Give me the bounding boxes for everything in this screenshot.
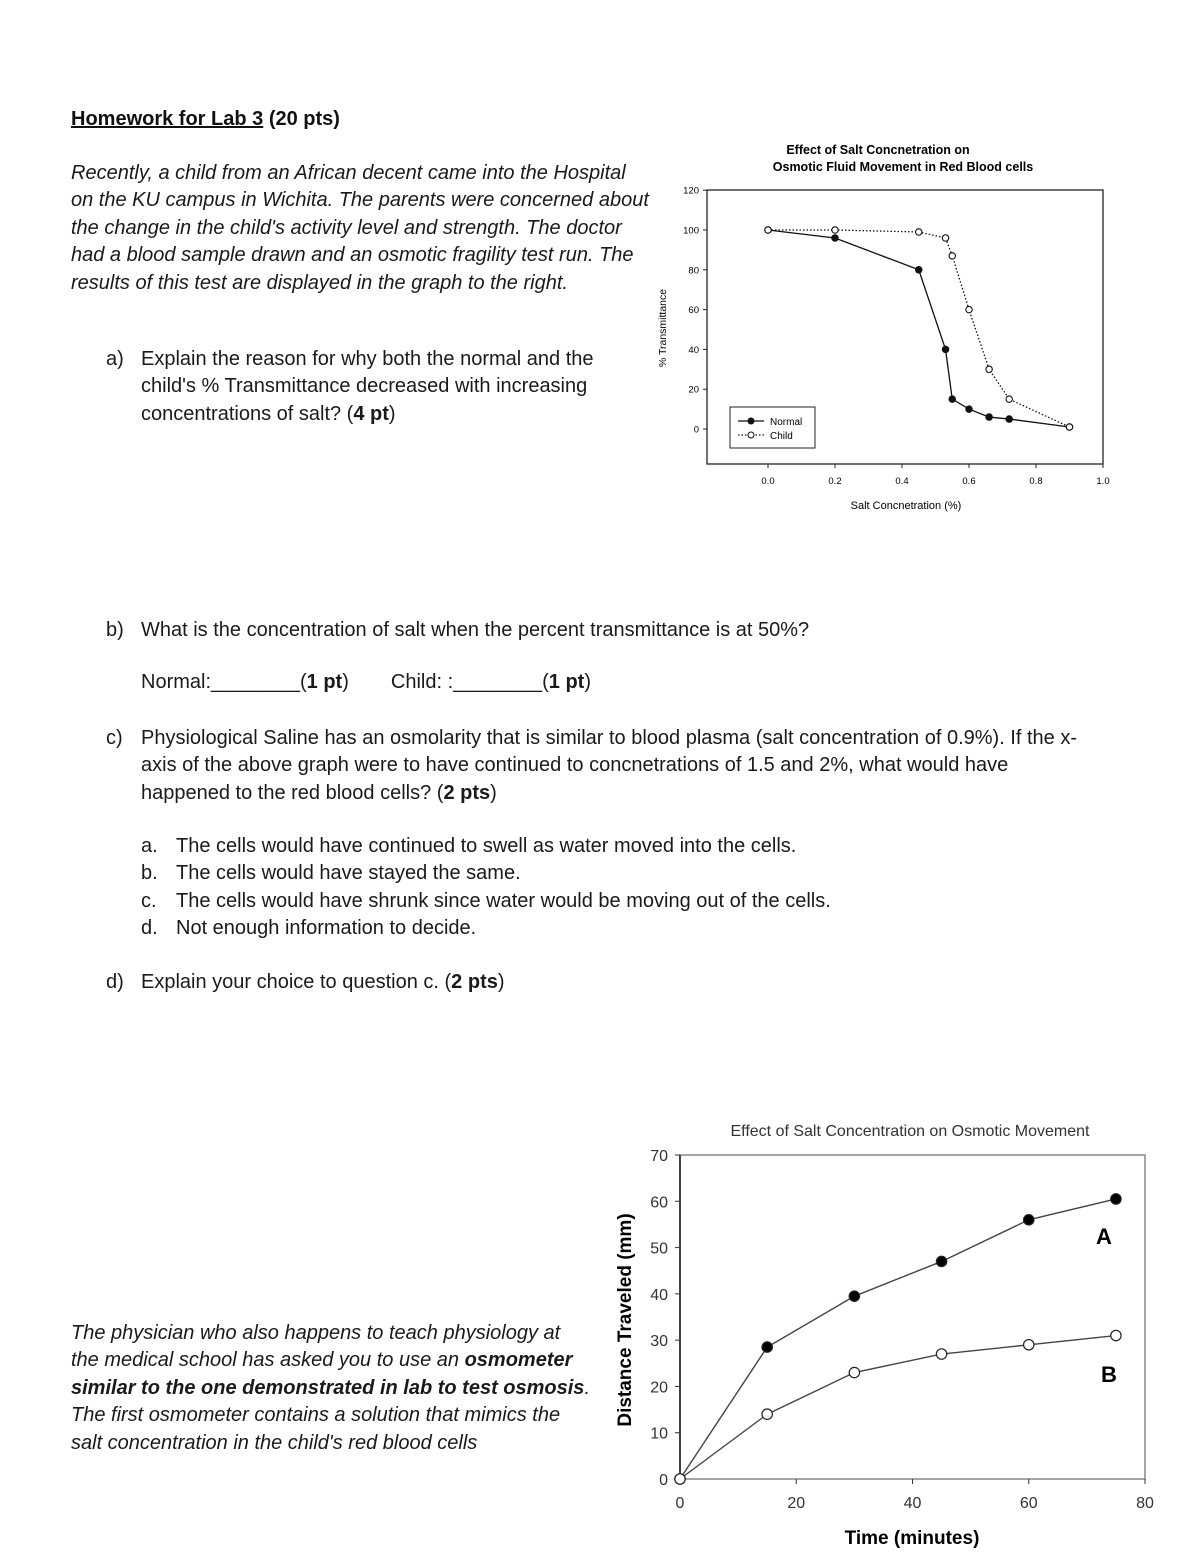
question-c xyxy=(106,725,1106,815)
question-d-body: Explain your choice to question c. ( xyxy=(141,971,452,993)
chart2-marker xyxy=(1111,1330,1121,1340)
child-answer-label: Child: :________( xyxy=(390,671,549,693)
question-a-close: ) xyxy=(388,402,396,425)
question-d-text xyxy=(141,969,505,996)
chart1-xtick-label: 0.4 xyxy=(895,476,909,487)
osmotic-fragility-chart xyxy=(640,135,1140,525)
child-points: 1 pt xyxy=(548,671,585,693)
chart2-marker xyxy=(1111,1194,1121,1204)
question-c-close: ) xyxy=(490,781,497,804)
question-c-body: Physiological Saline has an osmolarity that is similar to blood plasma (salt concentration of 0.9%). If the x-axis of the above graph were to have continued to concnetrations of 1.5 and 2%, what would have happened to the red blood cells? ( xyxy=(141,727,1077,804)
normal-points: 1 pt xyxy=(306,671,343,693)
chart2-ylabel: Distance Traveled (mm) xyxy=(615,1213,636,1427)
chart1-marker xyxy=(916,267,922,273)
page-title-main: Homework for Lab 3 xyxy=(71,108,264,130)
chart1-line-normal xyxy=(768,230,1070,427)
question-c-label: c) xyxy=(106,727,123,749)
question-b-text: What is the concentration of salt when the percent transmittance is at 50%? xyxy=(141,619,810,641)
option-a-letter: a. xyxy=(141,835,158,857)
chart1-marker xyxy=(1006,396,1012,402)
chart2-ytick-label: 10 xyxy=(650,1425,668,1443)
chart1-ytick-label: 60 xyxy=(688,305,699,317)
question-b-label: b) xyxy=(106,619,124,641)
question-a-points: 4 pt xyxy=(353,402,389,425)
chart2-ytick-label: 20 xyxy=(650,1379,668,1397)
chart2-marker xyxy=(849,1291,859,1301)
osmometer-paragraph-bold: osmometer similar to the one demonstrated in lab to test osmosis xyxy=(71,1349,585,1399)
question-a-body: Explain the reason for why both the normal and the child's % Transmittance decreased with increasing concentrations of salt? ( xyxy=(141,348,594,425)
option-d-text: Not enough information to decide. xyxy=(176,917,477,940)
chart1-line-child xyxy=(768,230,1070,427)
chart2-series-label-b: B xyxy=(1101,1362,1117,1387)
chart2-marker xyxy=(1024,1340,1034,1350)
question-d xyxy=(106,969,1106,999)
chart1-marker xyxy=(986,414,992,420)
chart1-marker xyxy=(942,235,948,241)
chart1-ylabel: % Transmittance xyxy=(657,288,669,368)
normal-answer-blank[interactable] xyxy=(141,671,349,693)
option-a-text: The cells would have continued to swell as water moved into the cells. xyxy=(176,835,797,857)
osmometer-paragraph-part2: . The first osmometer contains a solution that mimics the salt concentration in the child's red blood cells xyxy=(71,1376,590,1454)
chart2-xtick-label: 40 xyxy=(903,1495,922,1512)
chart1-marker xyxy=(986,366,992,372)
option-b-letter: b. xyxy=(141,862,158,885)
chart2-frame xyxy=(680,1155,1145,1479)
chart2-line-a xyxy=(680,1199,1116,1479)
chart2-xtick-label: 60 xyxy=(1019,1495,1038,1512)
normal-answer-label: Normal:________( xyxy=(141,671,307,693)
chart2-marker xyxy=(762,1409,772,1419)
page-title xyxy=(71,108,340,131)
chart1-title-line2: Osmotic Fluid Movement in Red Blood cells xyxy=(772,160,1034,174)
chart1-marker xyxy=(832,227,838,233)
question-a-text xyxy=(141,346,646,428)
chart1-xtick-label: 0.0 xyxy=(761,476,775,487)
chart1-marker xyxy=(949,396,955,402)
question-d-points: 2 pts xyxy=(451,971,498,993)
question-b-answers xyxy=(141,671,591,694)
question-c-points: 2 pts xyxy=(443,781,491,804)
chart2-xtick-label: 0 xyxy=(675,1495,685,1512)
chart1-xlabel: Salt Concnetration (%) xyxy=(850,500,962,512)
question-c-text xyxy=(141,725,1101,807)
chart1-ytick-label: 100 xyxy=(683,225,699,237)
chart1-legend-marker xyxy=(748,432,754,438)
question-a xyxy=(106,346,646,436)
question-b xyxy=(106,617,1106,647)
chart1-ytick-label: 40 xyxy=(688,344,699,356)
chart1-ytick-label: 120 xyxy=(683,185,699,197)
chart2-marker xyxy=(936,1256,946,1266)
chart2-ytick-label: 60 xyxy=(650,1194,668,1212)
chart2-marker xyxy=(762,1342,772,1352)
chart2-line-b xyxy=(680,1336,1116,1479)
chart1-legend-marker xyxy=(748,418,754,424)
chart1-marker xyxy=(1066,424,1072,430)
chart2-ytick-label: 50 xyxy=(650,1240,668,1258)
chart1-marker xyxy=(832,235,838,241)
chart2-xlabel: Time (minutes) xyxy=(844,1528,980,1549)
chart2-marker xyxy=(849,1367,859,1377)
chart2-series-label-a: A xyxy=(1096,1224,1112,1249)
chart1-legend-label: Normal xyxy=(770,417,803,428)
chart1-marker xyxy=(949,253,955,259)
chart1-legend-label: Child xyxy=(770,431,793,442)
child-close: ) xyxy=(584,671,592,693)
chart2-ytick-label: 0 xyxy=(659,1472,668,1489)
chart1-xtick-label: 0.8 xyxy=(1029,476,1043,487)
chart2-ytick-label: 40 xyxy=(650,1286,668,1304)
chart1-marker xyxy=(966,306,972,312)
question-d-label: d) xyxy=(106,971,124,993)
chart2-ytick-label: 30 xyxy=(650,1333,668,1351)
chart1-ytick-label: 80 xyxy=(688,265,699,277)
chart2-marker xyxy=(1024,1215,1034,1225)
chart1-marker xyxy=(942,346,948,352)
option-c-text: The cells would have shrunk since water would be moving out of the cells. xyxy=(176,889,831,912)
question-a-label: a) xyxy=(106,348,124,370)
normal-close: ) xyxy=(342,671,349,693)
chart2-xtick-label: 80 xyxy=(1136,1495,1154,1512)
chart1-marker xyxy=(1006,416,1012,422)
option-b-text: The cells would have stayed the same. xyxy=(176,862,521,885)
osmometer-paragraph-part1: The physician who also happens to teach physiology at the medical school has asked you to use an xyxy=(71,1322,561,1372)
chart2-ytick-label: 70 xyxy=(650,1148,668,1165)
chart2-marker xyxy=(936,1349,946,1359)
chart1-xtick-label: 1.0 xyxy=(1096,476,1110,487)
chart1-xtick-label: 0.6 xyxy=(962,476,976,487)
intro-paragraph: Recently, a child from an African decent came into the Hospital on the KU campus in Wichita. The parents were concerned about the change in the child's activity level and strength. The doctor had a blood sample drawn and an osmotic fragility test run. The results of this test are displayed in the graph to the right. xyxy=(71,162,649,294)
chart1-ytick-label: 20 xyxy=(688,384,699,396)
option-d-letter: d. xyxy=(141,917,158,940)
chart1-marker xyxy=(916,229,922,235)
chart1-marker xyxy=(966,406,972,412)
chart1-marker xyxy=(765,227,771,233)
page-title-points: (20 pts) xyxy=(263,108,340,130)
option-c-letter: c. xyxy=(141,889,157,912)
chart2-marker xyxy=(675,1474,685,1484)
chart1-xtick-label: 0.2 xyxy=(828,476,842,487)
osmometer-paragraph xyxy=(71,1320,591,1457)
child-answer-blank[interactable] xyxy=(391,671,591,693)
question-d-close: ) xyxy=(497,971,505,993)
osmotic-movement-chart xyxy=(600,1110,1180,1553)
chart1-ytick-label: 0 xyxy=(693,424,699,436)
chart1-title-line1: Effect of Salt Concnetration on xyxy=(786,143,970,157)
chart2-xtick-label: 20 xyxy=(787,1495,806,1512)
chart2-title: Effect of Salt Concentration on Osmotic Movement xyxy=(730,1123,1090,1140)
